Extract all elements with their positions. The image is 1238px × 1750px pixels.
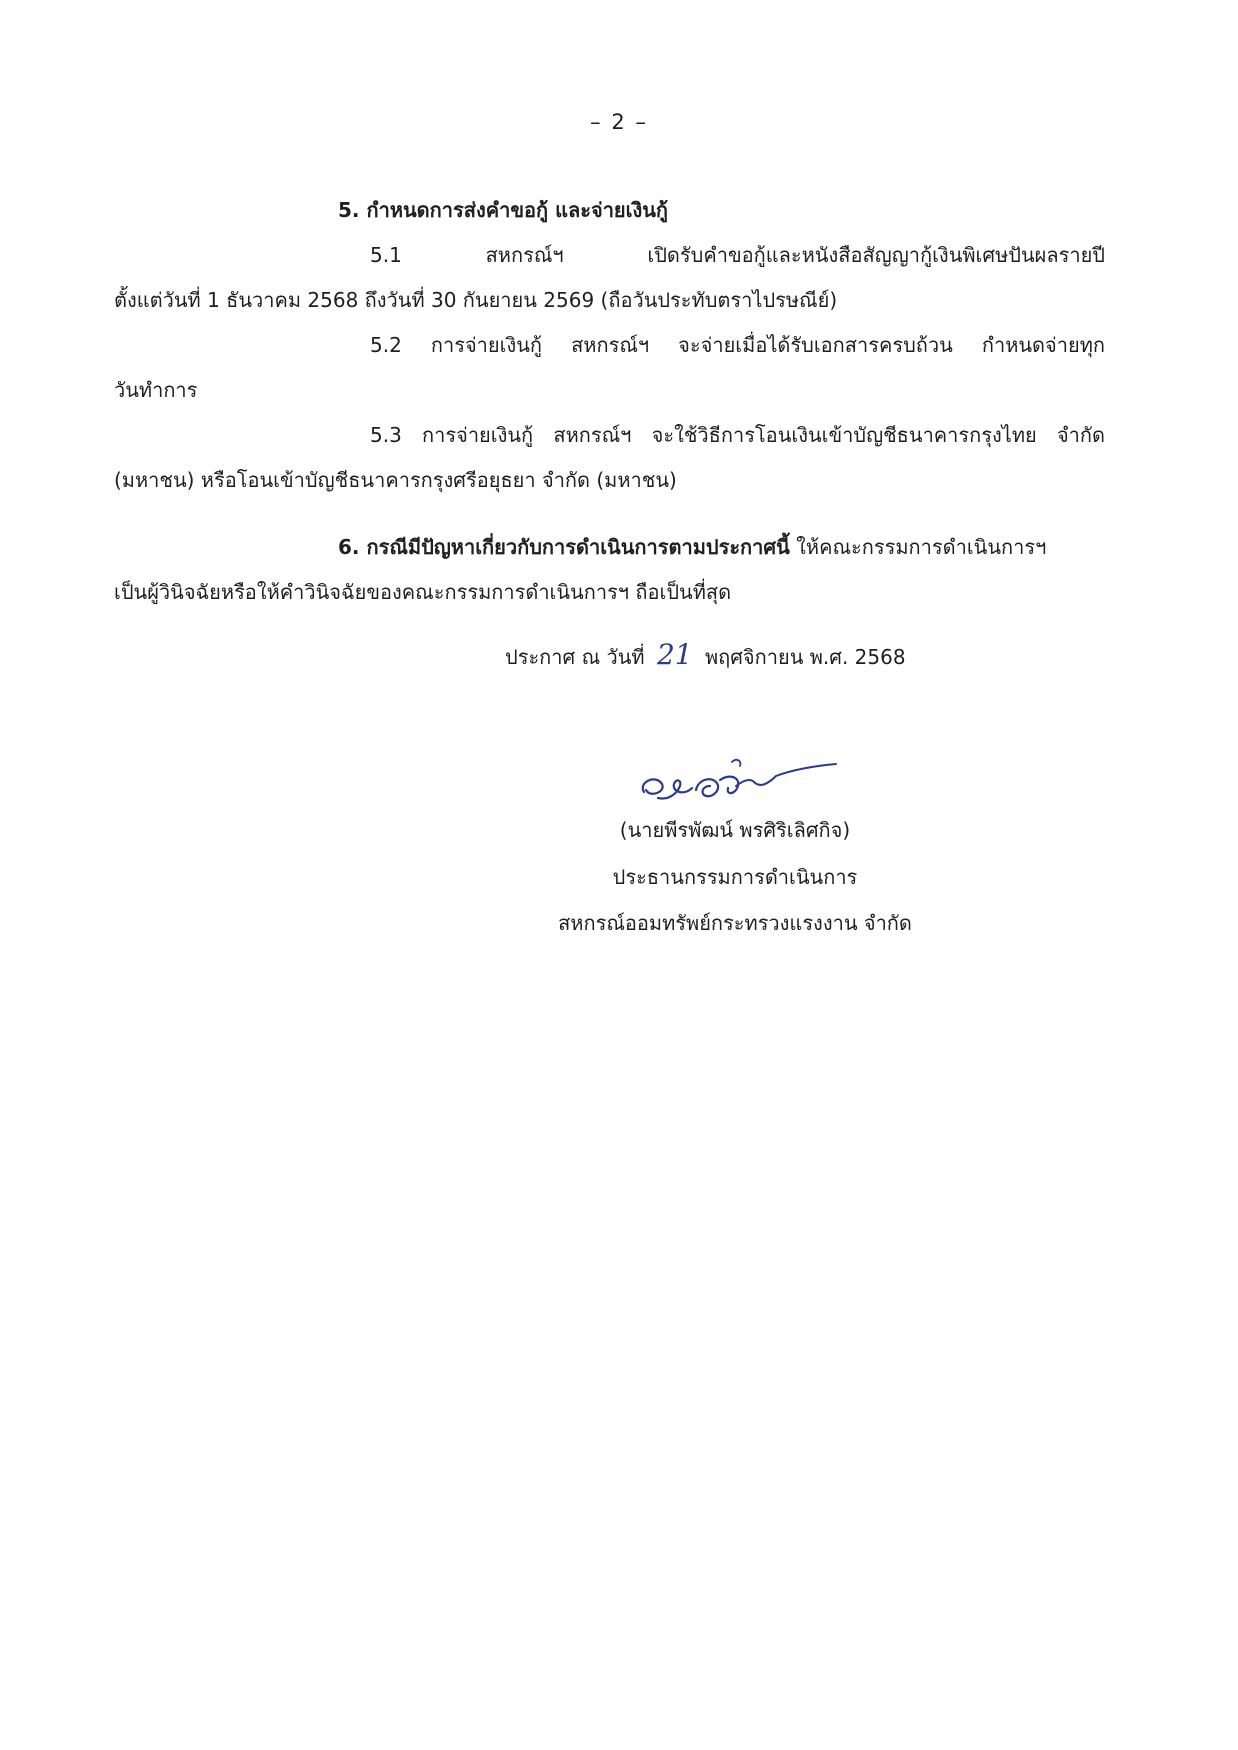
section-5-1-line-2: ตั้งแต่วันที่ 1 ธันวาคม 2568 ถึงวันที่ 30 กันยายน 2569 (ถือวันประทับตราไปรษณีย์) xyxy=(114,288,838,312)
section-5-1-line-1: 5.1 สหกรณ์ฯ เปิดรับคำขอกู้และหนังสือสัญญากู้เงินพิเศษปันผลรายปี xyxy=(370,243,1105,267)
section-5-3-line-1: 5.3 การจ่ายเงินกู้ สหกรณ์ฯ จะใช้วิธีการโอนเงินเข้าบัญชีธนาคารกรุงไทย จำกัด xyxy=(370,423,1105,447)
announcement-date xyxy=(505,640,906,672)
announcement-day-handwritten: 21 xyxy=(656,638,693,671)
signatory-position: ประธานกรรมการดำเนินการ xyxy=(612,865,858,889)
section-5-2-line-2: วันทำการ xyxy=(114,378,198,402)
page-number: – 2 – xyxy=(590,110,648,134)
section-5-2-line-1: 5.2 การจ่ายเงินกู้ สหกรณ์ฯ จะจ่ายเมื่อได้รับเอกสารครบถ้วน กำหนดจ่ายทุก xyxy=(370,333,1105,357)
announcement-prefix: ประกาศ ณ วันที่ xyxy=(505,645,645,669)
signatory-name: (นายพีรพัฒน์ พรศิริเลิศกิจ) xyxy=(619,818,851,842)
section-5-3-line-2: (มหาชน) หรือโอนเข้าบัญชีธนาคารกรุงศรีอยุธยา จำกัด (มหาชน) xyxy=(114,468,677,492)
announcement-suffix: พฤศจิกายน พ.ศ. 2568 xyxy=(704,645,906,669)
section-6-line-1 xyxy=(338,532,1046,562)
section-6-line-2: เป็นผู้วินิจฉัยหรือให้คำวินิจฉัยของคณะกรรมการดำเนินการฯ ถือเป็นที่สุด xyxy=(114,580,732,604)
section-6-heading: 6. กรณีมีปัญหาเกี่ยวกับการดำเนินการตามประกาศนี้ xyxy=(338,535,790,559)
signatory-organization: สหกรณ์ออมทรัพย์กระทรวงแรงงาน จำกัด xyxy=(558,911,912,935)
section-6-line-1-rest: ให้คณะกรรมการดำเนินการฯ xyxy=(789,535,1047,559)
section-5-heading: 5. กำหนดการส่งคำขอกู้ และจ่ายเงินกู้ xyxy=(338,198,669,222)
handwritten-signature xyxy=(636,752,846,812)
